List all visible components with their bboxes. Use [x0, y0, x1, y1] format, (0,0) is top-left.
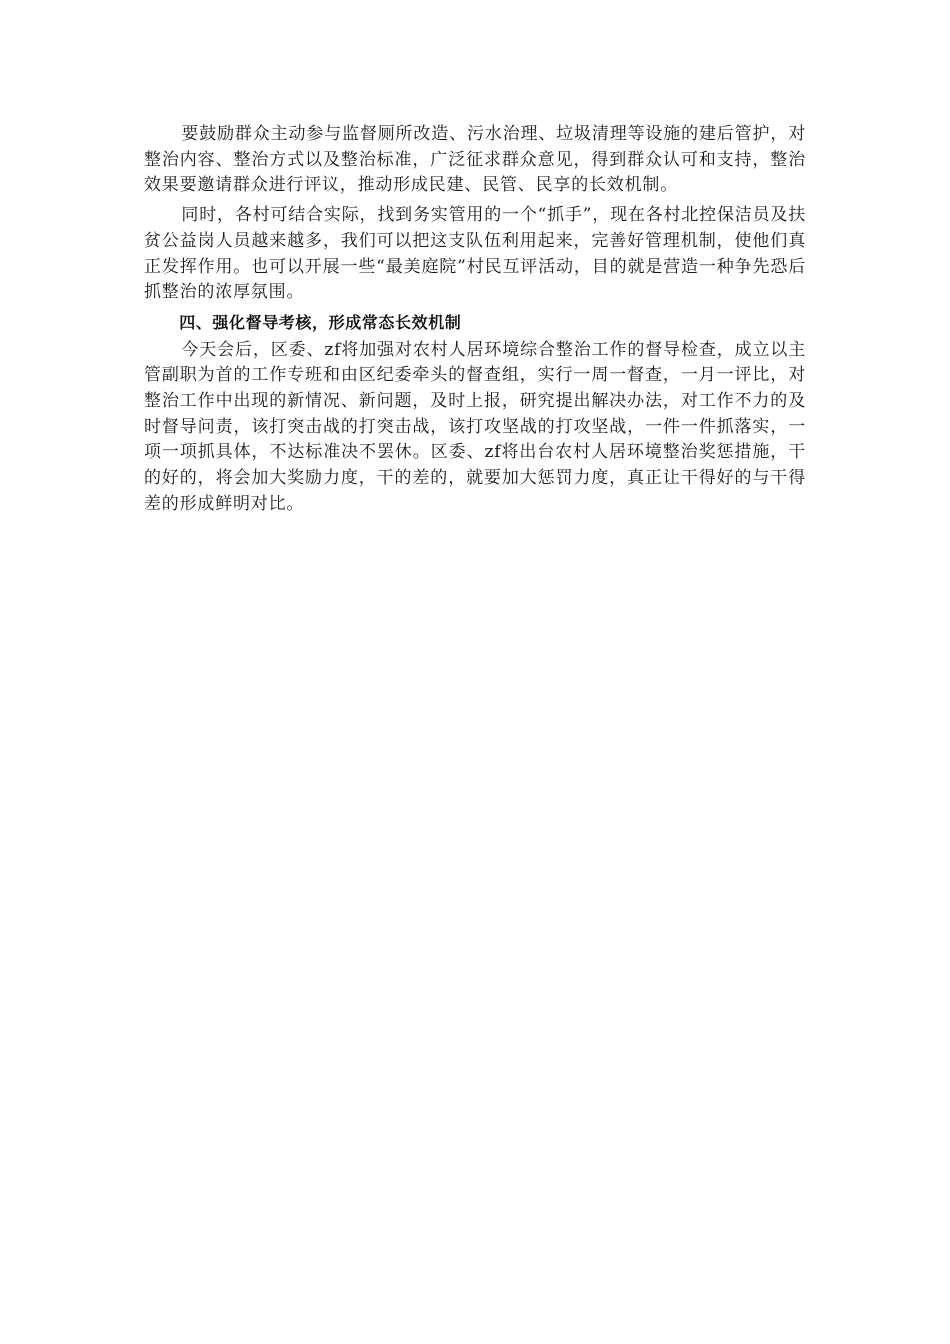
paragraph-village-practice: 同时，各村可结合实际，找到务实管用的一个“抓手”，现在各村北控保洁员及扶贫公益岗人员越来越多，我们可以把这支队伍利用起来，完善好管理机制，使他们真正发挥作用。也可以开展一些“最美庭院”村民互评活动，目的就是营造一种争先恐后抓整治的浓厚氛围。: [144, 205, 806, 303]
paragraph-supervision: 今天会后，区委、zf将加强对农村人居环境综合整治工作的督导检查，成立以主管副职为首的工作专班和由区纪委牵头的督查组，实行一周一督查，一月一评比，对整治工作中出现的新情况、新问题，及时上报，研究提出解决办法，对工作不力的及时督导问责，该打突击战的打突击战，该打攻坚战的打攻坚战，一件一件抓落实，一项一项抓具体，不达标准决不罢休。区委、zf将出台农村人居环境整治奖惩措施，干的好的，将会加大奖励力度，干的差的，就要加大惩罚力度，真正让干得好的与干得差的形成鲜明对比。: [144, 339, 806, 514]
document-body: [144, 122, 806, 522]
paragraph-public-participation: 要鼓励群众主动参与监督厕所改造、污水治理、垃圾清理等设施的建后管护，对整治内容、整治方式以及整治标准，广泛征求群众意见，得到群众认可和支持，整治效果要邀请群众进行评议，推动形成民建、民管、民享的长效机制。: [144, 124, 806, 196]
section-heading: 四、强化督导考核，形成常态长效机制: [179, 312, 462, 332]
